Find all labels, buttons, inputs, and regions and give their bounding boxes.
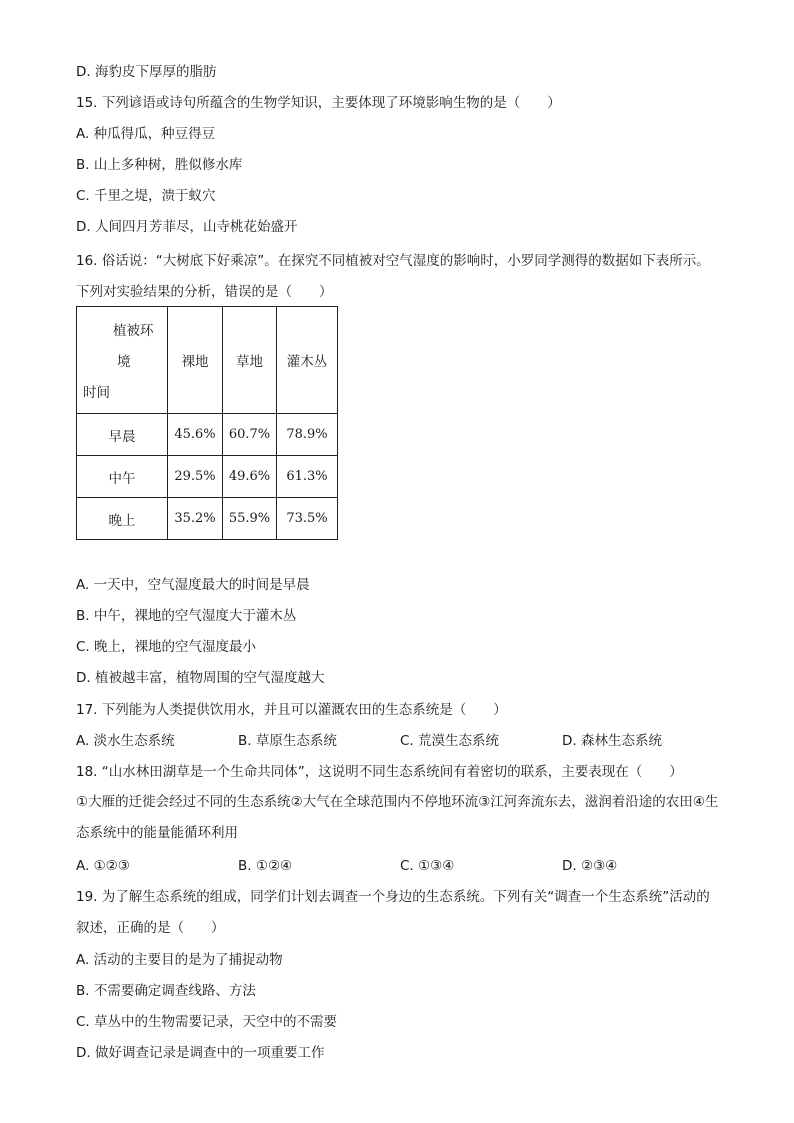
- table-cell: 73.5%: [277, 498, 338, 540]
- q17-option-c: C. 荒漠生态系统: [400, 733, 500, 749]
- q15-stem: 15. 下列谚语或诗句所蕴含的生物学知识，主要体现了环境影响生物的是（ ）: [76, 95, 561, 111]
- column-header: 草地: [223, 307, 277, 414]
- q16-option-b: B. 中午，裸地的空气湿度大于灌木丛: [76, 608, 297, 624]
- row-label: 早晨: [77, 414, 168, 456]
- corner-header-line3: 时间: [83, 385, 110, 401]
- q16-option-c: C. 晚上，裸地的空气湿度最小: [76, 639, 257, 655]
- table-cell: 55.9%: [223, 498, 277, 540]
- table-cell: 78.9%: [277, 414, 338, 456]
- q19-option-a: A. 活动的主要目的是为了捕捉动物: [76, 952, 283, 968]
- q17-option-a: A. 淡水生态系统: [76, 733, 175, 749]
- q18-option-a: A. ①②③: [76, 858, 130, 874]
- corner-header-line1: 植被环: [113, 323, 154, 339]
- q19-option-b: B. 不需要确定调查线路、方法: [76, 983, 256, 999]
- q18-stem: 18. “山水林田湖草是一个生命共同体”，这说明不同生态系统间有着密切的联系，主要表现在（ ）: [76, 764, 683, 780]
- table-corner-header: [77, 307, 168, 414]
- q18-statement: ①大雁的迁徙会经过不同的生态系统②大气在全球范围内不停地环流③江河奔流东去，滋润着沿途的农田④生态系统中的能量能循环利用: [76, 794, 719, 841]
- q18-option-d: D. ②③④: [562, 858, 618, 874]
- table-cell: 61.3%: [277, 456, 338, 498]
- q16-option-d: D. 植被越丰富，植物周围的空气湿度越大: [76, 670, 325, 686]
- q18-option-b: B. ①②④: [238, 858, 293, 874]
- table-cell: 49.6%: [223, 456, 277, 498]
- table-cell: 60.7%: [223, 414, 277, 456]
- q15-option-b: B. 山上多种树，胜似修水库: [76, 157, 243, 173]
- table-row: [77, 498, 338, 540]
- q15-option-c: C. 千里之堤，溃于蚁穴: [76, 188, 216, 204]
- table-cell: 45.6%: [168, 414, 223, 456]
- q17-option-d: D. 森林生态系统: [562, 733, 662, 749]
- table-cell: 35.2%: [168, 498, 223, 540]
- row-label: 中午: [77, 456, 168, 498]
- q15-option-d: D. 人间四月芳菲尽，山寺桃花始盛开: [76, 219, 298, 235]
- q19-option-d: D. 做好调查记录是调查中的一项重要工作: [76, 1045, 325, 1061]
- corner-header-line2: 境: [117, 354, 131, 370]
- q15-option-a: A. 种瓜得瓜，种豆得豆: [76, 126, 216, 142]
- table-row: [77, 456, 338, 498]
- q18-option-c: C. ①③④: [400, 858, 455, 874]
- q16-option-a: A. 一天中，空气湿度最大的时间是早晨: [76, 577, 310, 593]
- q14-option-d: D. 海豹皮下厚厚的脂肪: [76, 64, 217, 80]
- q19-stem: 19. 为了解生态系统的组成，同学们计划去调查一个身边的生态系统。下列有关“调查一个生态系统”活动的叙述，正确的是（ ）: [76, 889, 710, 936]
- column-header: 灌木丛: [277, 307, 338, 414]
- table-row: [77, 414, 338, 456]
- q19-option-c: C. 草丛中的生物需要记录，天空中的不需要: [76, 1014, 338, 1030]
- q17-stem: 17. 下列能为人类提供饮用水，并且可以灌溉农田的生态系统是（ ）: [76, 702, 507, 718]
- humidity-table: [76, 306, 338, 540]
- q16-stem: 16. 俗话说：“大树底下好乘凉”。在探究不同植被对空气湿度的影响时，小罗同学测得的数据如下表所示。下列对实验结果的分析，错误的是（ ）: [76, 253, 710, 300]
- column-header: 裸地: [168, 307, 223, 414]
- q17-option-b: B. 草原生态系统: [238, 733, 337, 749]
- table-cell: 29.5%: [168, 456, 223, 498]
- row-label: 晚上: [77, 498, 168, 540]
- table-header-row: [77, 307, 338, 414]
